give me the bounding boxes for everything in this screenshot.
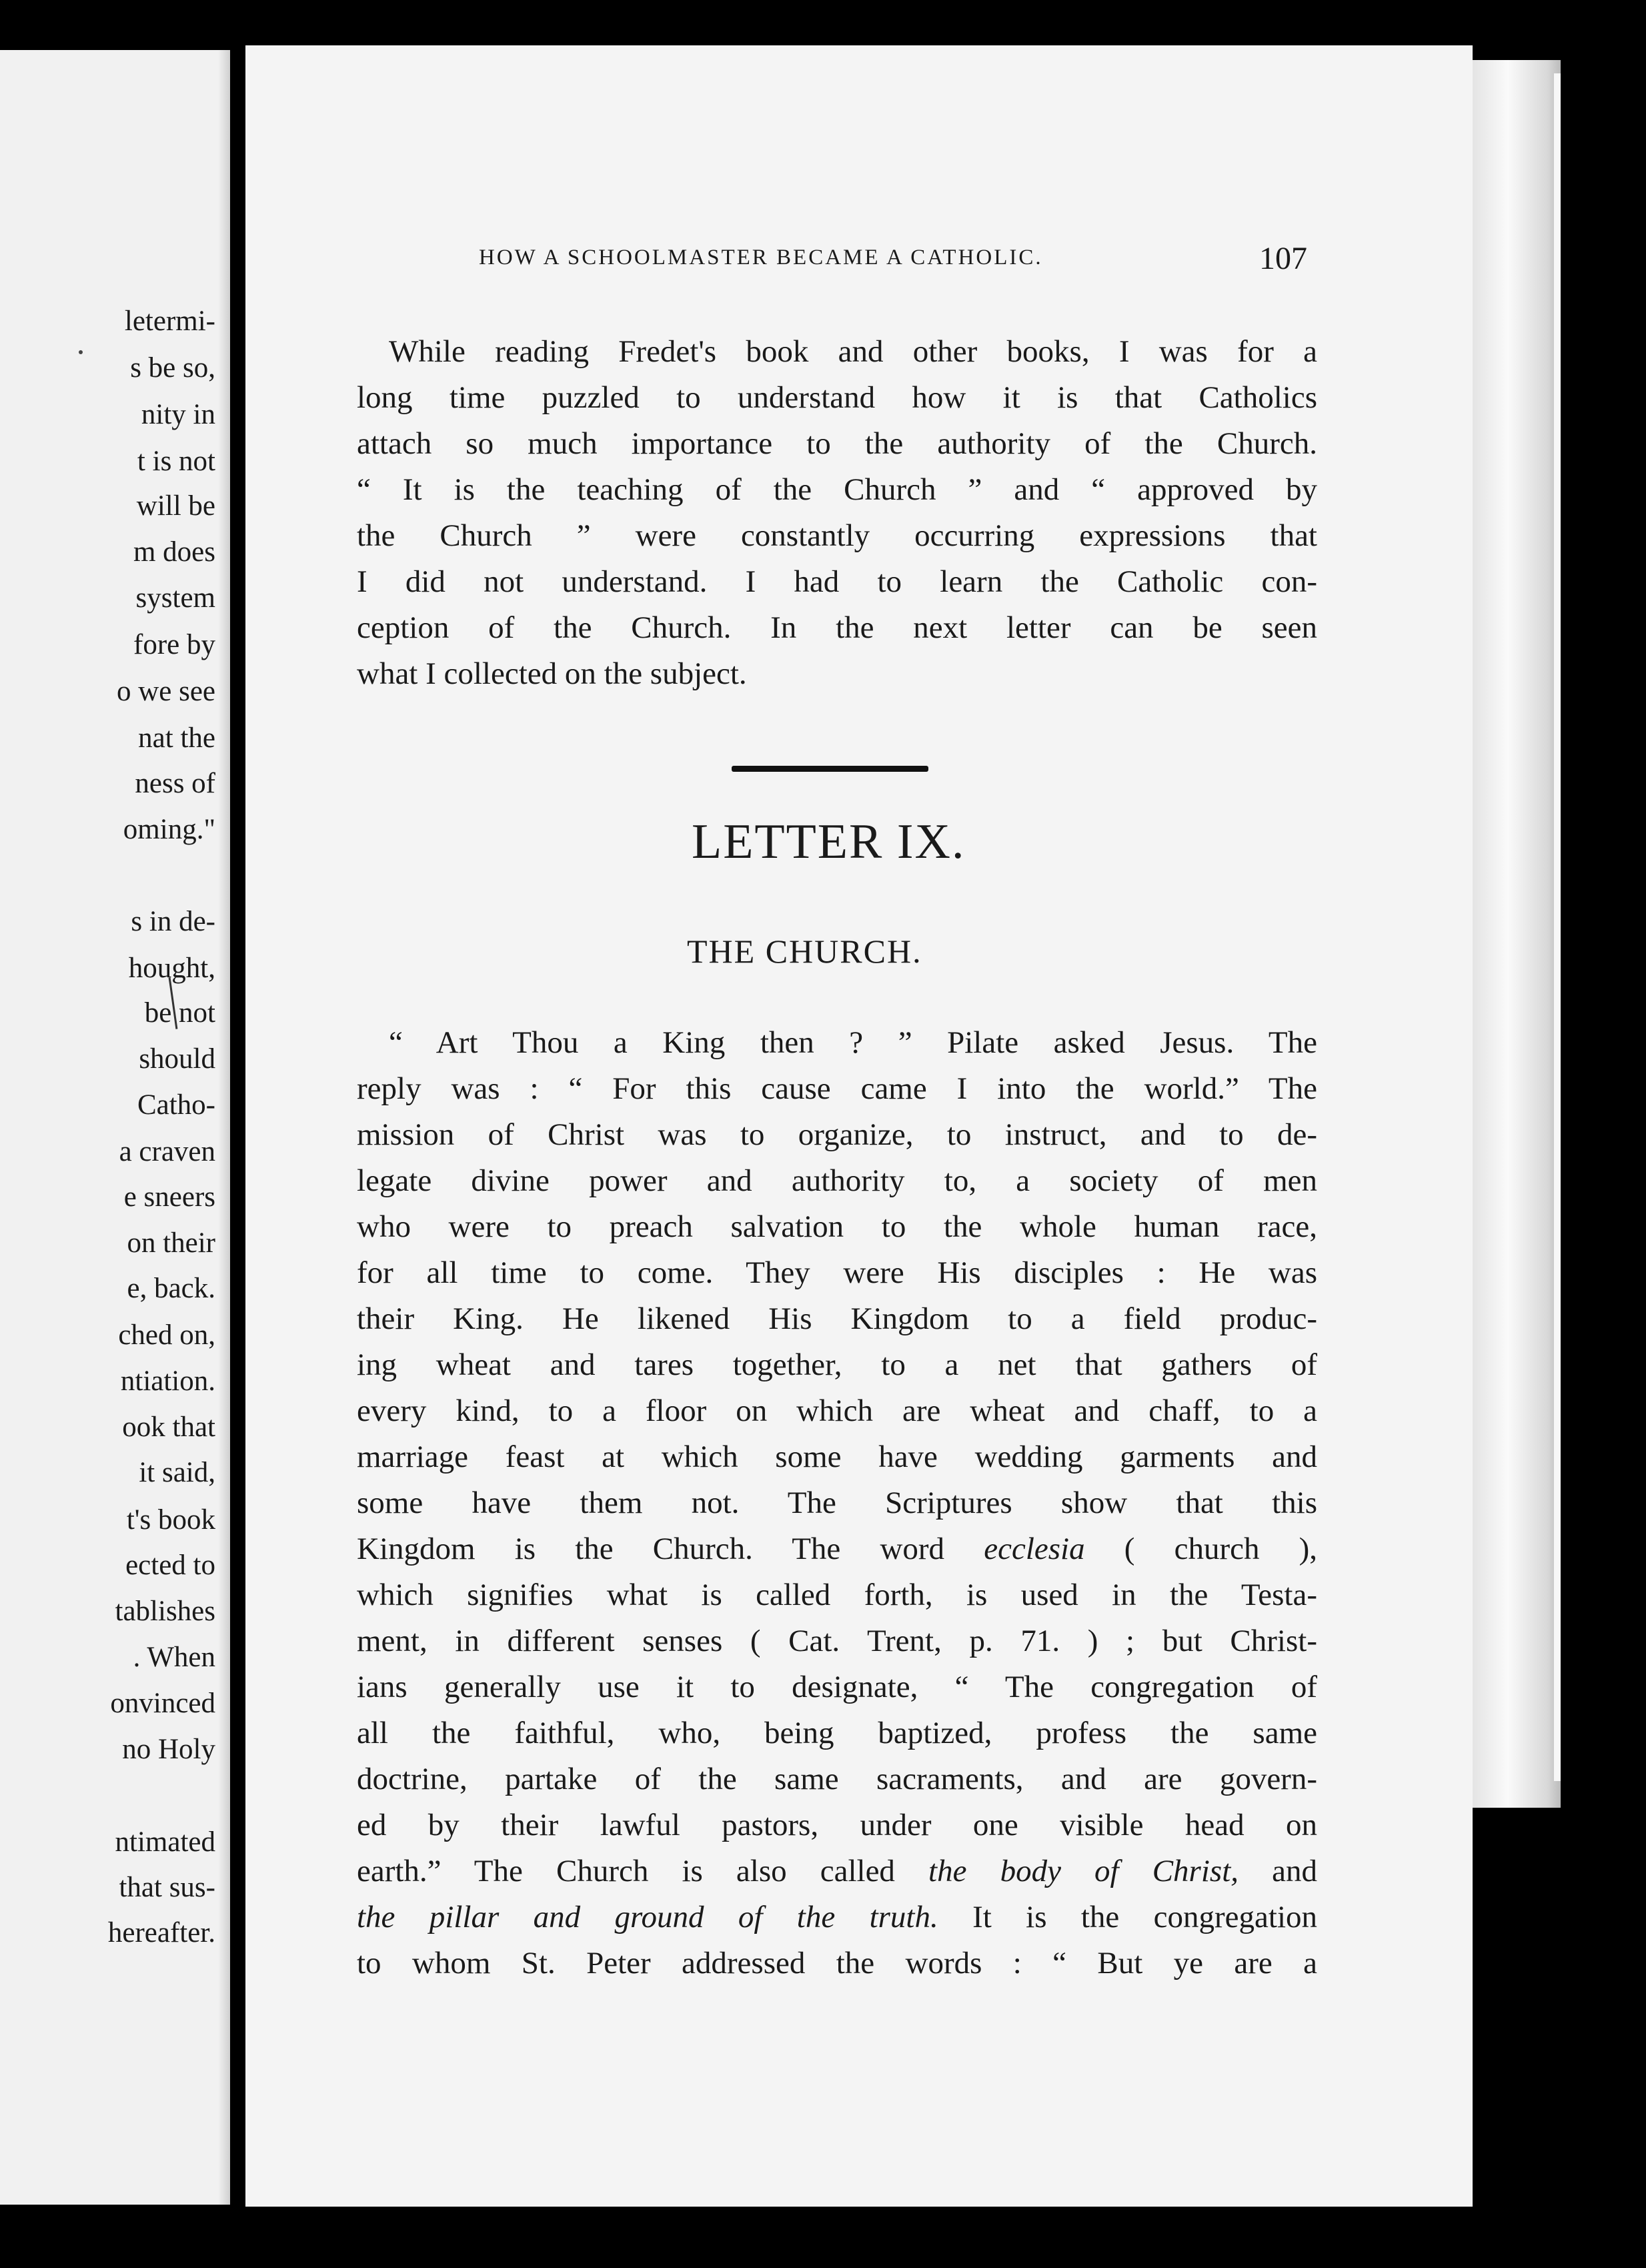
- facing-page-line: will be: [136, 490, 215, 522]
- letter-title: LETTER IX.: [692, 814, 966, 869]
- intro-line: I did not understand. I had to learn the Catholic con-: [357, 564, 1317, 599]
- body-line: [357, 1854, 1317, 1889]
- facing-page-line: ched on,: [118, 1319, 215, 1351]
- intro-line: attach so much importance to the authority of the Church.: [357, 426, 1317, 461]
- facing-page-line: nat the: [138, 722, 215, 754]
- facing-page-line: on their: [127, 1227, 215, 1259]
- italic-term: ecclesia: [984, 1532, 1085, 1566]
- facing-page-line: be not: [144, 997, 215, 1029]
- body-line: some have them not. The Scriptures show that this: [357, 1486, 1317, 1520]
- body-line: ians generally use it to designate, “ The congregation of: [357, 1670, 1317, 1704]
- facing-page-line: t is not: [137, 446, 215, 477]
- body-line: ment, in different senses ( Cat. Trent, p. 71. ) ; but Christ-: [357, 1624, 1317, 1658]
- ink-speck: [79, 350, 83, 354]
- body-line: “ Art Thou a King then ? ” Pilate asked Jesus. The: [389, 1025, 1317, 1060]
- facing-page-line: system: [135, 582, 215, 614]
- running-head: HOW A SCHOOLMASTER BECAME A CATHOLIC.: [479, 245, 1043, 269]
- body-text: earth.” The Church is also called: [357, 1854, 895, 1888]
- intro-line: ception of the Church. In the next letter can be seen: [357, 610, 1317, 645]
- page-number: 107: [1259, 241, 1307, 276]
- body-line: which signifies what is called forth, is used in the Testa-: [357, 1578, 1317, 1612]
- facing-page: [0, 50, 230, 2205]
- facing-page-line: o we see: [116, 676, 215, 707]
- body-text: It is the congregation: [972, 1900, 1317, 1934]
- facing-page-line: a craven: [119, 1136, 215, 1167]
- facing-page-line: nity in: [141, 399, 215, 430]
- body-line: who were to preach salvation to the whole human race,: [357, 1209, 1317, 1244]
- body-line: doctrine, partake of the same sacraments, and are govern-: [357, 1762, 1317, 1796]
- body-text: ( church ),: [1124, 1532, 1318, 1566]
- intro-line: “ It is the teaching of the Church ” and “ approved by: [357, 472, 1317, 507]
- body-line: all the faithful, who, being baptized, profess the same: [357, 1716, 1317, 1750]
- facing-page-line: t's book: [126, 1504, 215, 1536]
- facing-page-line: ected to: [125, 1550, 215, 1581]
- facing-page-line: onvinced: [110, 1688, 215, 1719]
- facing-page-line: hought,: [128, 953, 215, 984]
- facing-page-line: e, back.: [127, 1273, 215, 1304]
- body-line: every kind, to a floor on which are wheat and chaff, to a: [357, 1393, 1317, 1428]
- facing-page-line: e sneers: [123, 1181, 215, 1213]
- body-line: ed by their lawful pastors, under one visible head on: [357, 1808, 1317, 1842]
- facing-page-line: oming.": [123, 814, 215, 845]
- intro-line: While reading Fredet's book and other books, I was for a: [389, 334, 1317, 369]
- body-line: reply was : “ For this cause came I into the world.” The: [357, 1071, 1317, 1106]
- intro-line: what I collected on the subject.: [357, 656, 747, 691]
- facing-page-line: tablishes: [115, 1596, 215, 1627]
- facing-page-line: it said,: [139, 1457, 215, 1488]
- facing-page-line: ntimated: [115, 1826, 215, 1858]
- section-title: THE CHURCH.: [687, 933, 922, 970]
- body-line: legate divine power and authority to, a society of men: [357, 1163, 1317, 1198]
- facing-page-line: ook that: [122, 1411, 215, 1443]
- body-text: and: [1272, 1854, 1317, 1888]
- gutter-shadow: [218, 50, 230, 2205]
- italic-phrase: the pillar and ground of the truth.: [357, 1900, 938, 1934]
- page-edge-highlight: [1554, 73, 1561, 1781]
- body-line: marriage feast at which some have wedding garments and: [357, 1440, 1317, 1474]
- facing-page-line: should: [139, 1043, 215, 1075]
- section-rule: [732, 766, 928, 772]
- facing-page-line: fore by: [133, 629, 215, 660]
- intro-line: long time puzzled to understand how it is that Catholics: [357, 380, 1317, 415]
- facing-page-line: that sus-: [119, 1872, 215, 1903]
- facing-page-line: . When: [133, 1642, 215, 1673]
- facing-page-line: Catho-: [137, 1089, 215, 1121]
- body-line: [357, 1532, 1317, 1567]
- body-line: for all time to come. They were His disciples : He was: [357, 1255, 1317, 1290]
- body-text: Kingdom is the Church. The word: [357, 1532, 945, 1566]
- body-line: [357, 1900, 1317, 1935]
- facing-page-line: letermi-: [124, 306, 215, 337]
- body-line: mission of Christ was to organize, to instruct, and to de-: [357, 1117, 1317, 1152]
- facing-page-line: no Holy: [122, 1734, 215, 1765]
- italic-phrase: the body of Christ,: [928, 1854, 1239, 1888]
- facing-page-line: hereafter.: [107, 1917, 215, 1948]
- facing-page-line: s in de-: [131, 906, 215, 937]
- body-line: to whom St. Peter addressed the words : “ But ye are a: [357, 1946, 1317, 1980]
- body-line: their King. He likened His Kingdom to a field produc-: [357, 1301, 1317, 1336]
- page-edges: [1473, 60, 1561, 1808]
- facing-page-line: ntiation.: [120, 1365, 215, 1397]
- intro-line: the Church ” were constantly occurring expressions that: [357, 518, 1317, 553]
- facing-page-line: m does: [133, 536, 215, 568]
- facing-page-line: s be so,: [130, 352, 215, 384]
- facing-page-line: ness of: [135, 768, 215, 799]
- body-line: ing wheat and tares together, to a net that gathers of: [357, 1347, 1317, 1382]
